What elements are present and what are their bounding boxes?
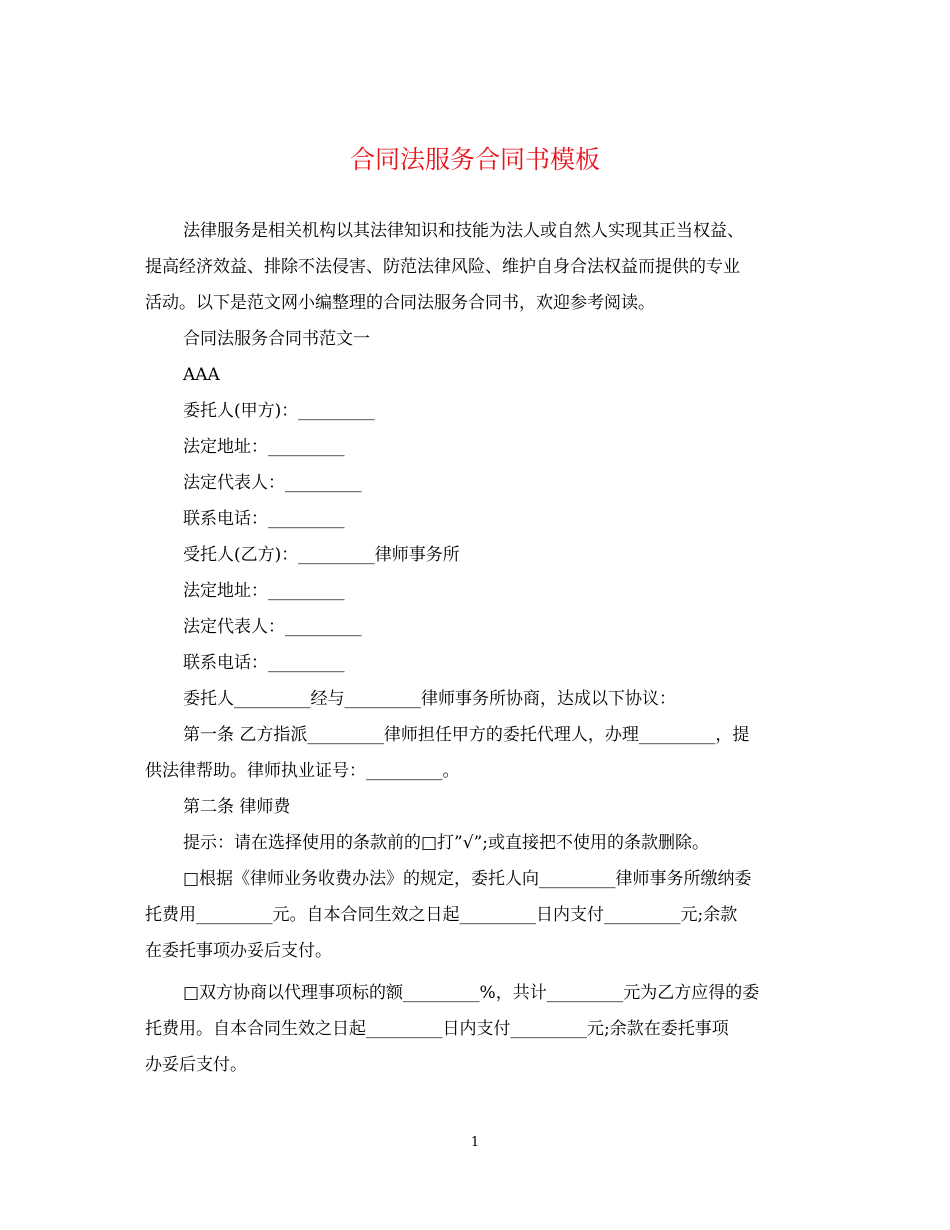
paragraph-party-b-address <box>145 573 805 609</box>
paragraph-party-a-phone <box>145 501 805 537</box>
paragraph-line: 联系电话：_________ <box>183 653 345 673</box>
paragraph-line: 法律服务是相关机构以其法律知识和技能为法人或自然人实现其正当权益、 <box>183 221 744 241</box>
paragraph-hint <box>145 825 805 861</box>
paragraph-line: 托费用_________元。自本合同生效之日起_________日内支付_________元;余款 <box>145 905 738 925</box>
paragraph-party-a-address <box>145 429 805 465</box>
paragraph-party-b <box>145 537 805 573</box>
paragraph-line: 法定地址：_________ <box>183 437 345 457</box>
paragraph-option-1 <box>145 861 805 969</box>
paragraph-party-b-rep <box>145 609 805 645</box>
paragraph-party-a <box>145 393 805 429</box>
paragraph-line: 委托人_________经与_________律师事务所协商，达成以下协议： <box>183 689 676 709</box>
page-number: 1 <box>470 1135 480 1150</box>
paragraph-line: 托费用。自本合同生效之日起_________日内支付_________元;余款在委托事项 <box>145 1019 729 1039</box>
paragraph-line: 法定代表人：_________ <box>183 473 362 493</box>
paragraph-line: 在委托事项办妥后支付。 <box>145 941 332 961</box>
paragraph-party-a-rep <box>145 465 805 501</box>
paragraph-line: 提示：请在选择使用的条款前的□打”√”;或直接把不使用的条款删除。 <box>183 833 710 853</box>
paragraph-line: 第一条 乙方指派_________律师担任甲方的委托代理人，办理_________，提 <box>183 725 750 745</box>
paragraph-aaa <box>145 357 805 393</box>
paragraph-line: 活动。以下是范文网小编整理的合同法服务合同书，欢迎参考阅读。 <box>145 293 655 313</box>
document-title: 合同法服务合同书模板 <box>349 145 600 174</box>
paragraph-line: 第二条 律师费 <box>183 797 291 817</box>
paragraph-article-1 <box>145 717 805 789</box>
paragraph-line: 法定地址：_________ <box>183 581 345 601</box>
paragraph-line: □双方协商以代理事项标的额_________%，共计_________元为乙方应得的委 <box>183 983 760 1003</box>
paragraph-line: 供法律帮助。律师执业证号：_________。 <box>145 761 460 781</box>
paragraph-line: 受托人(乙方)：_________律师事务所 <box>183 545 460 565</box>
paragraph-option-2 <box>145 975 805 1083</box>
paragraph-line: 合同法服务合同书范文一 <box>183 329 370 349</box>
document-body <box>145 213 805 1083</box>
paragraph-line: □根据《律师业务收费办法》的规定，委托人向_________律师事务所缴纳委 <box>183 869 752 889</box>
paragraph-agreement <box>145 681 805 717</box>
paragraph-line: 委托人(甲方)：_________ <box>183 401 375 421</box>
paragraph-line: AAA <box>183 365 220 385</box>
paragraph-line: 办妥后支付。 <box>145 1055 247 1075</box>
paragraph-party-b-phone <box>145 645 805 681</box>
paragraph-line: 联系电话：_________ <box>183 509 345 529</box>
paragraph-article-2 <box>145 789 805 825</box>
paragraph-sample-heading <box>145 321 805 357</box>
paragraph-intro <box>145 213 805 321</box>
paragraph-line: 提高经济效益、排除不法侵害、防范法律风险、维护自身合法权益而提供的专业 <box>145 257 740 277</box>
paragraph-line: 法定代表人：_________ <box>183 617 362 637</box>
